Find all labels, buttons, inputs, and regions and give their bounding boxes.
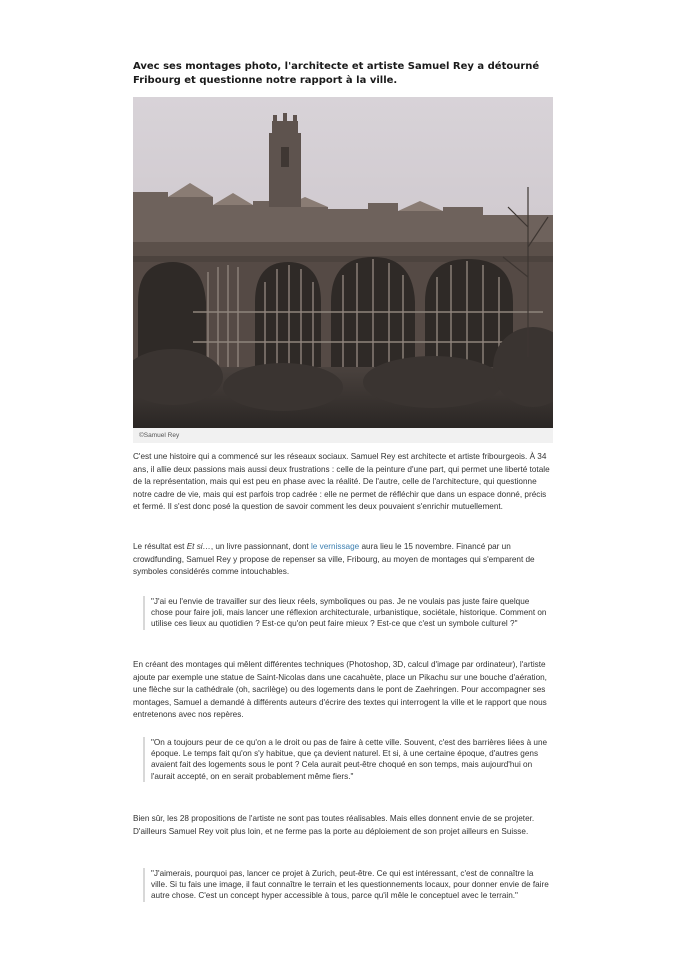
bridge-photo-illustration <box>133 97 553 428</box>
quote-zurich: "J'aimerais, pourquoi pas, lancer ce projet à Zurich, peut-être. Ce qui est intéressant, c'est de connaître la ville. Si tu fais une image, il faut connaître le terrain et les questionnements locaux, pour donner envie de faire autre chose. C'est un concept hyper accessible à tous, parce qu'il mêle le conceptuel avec le terrain." <box>143 868 551 902</box>
article-lede: Avec ses montages photo, l'architecte et artiste Samuel Rey a détourné Fribourg et questionne notre rapport à la ville. <box>133 61 540 86</box>
paragraph-montages: En créant des montages qui mêlent différentes techniques (Photoshop, 3D, calcul d'image par ordinateur), l'artiste ajoute par exemple une statue de Saint-Nicolas dans une cacahuète, place un Pikachu sur une bouche d'aération, une flèche sur la cathédrale (oh, sacrilège) ou des logements dans le pont de Zaehringen. Pour accompagner ses montages, Samuel a demandé à différents auteurs d'écrire des textes qui interrogent la ville et le rapport que nous entretenons avec nos repères. <box>133 660 547 720</box>
quote-places: "J'ai eu l'envie de travailler sur des lieux réels, symboliques ou pas. Je ne voulais pas juste faire quelque chose pour faire joli, mais lancer une réflexion architecturale, urbanistique, sociétale, historique. Comment on utilise ces lieux au quotidien ? Est-ce qu'on peut faire mieux ? Est-ce que c'est un symbole culturel ?" <box>143 596 551 630</box>
vernissage-link[interactable]: le vernissage <box>310 542 360 551</box>
paragraph-book-text-1: Le résultat est <box>133 542 187 551</box>
image-caption: ©Samuel Rey <box>133 428 553 443</box>
quote-fear: "On a toujours peur de ce qu'on a le droit ou pas de faire à cette ville. Souvent, c'est des barrières liées à une époque. Le temps fait qu'on s'y habitue, que ça devient naturel. Et si, à une certaine époque, d'autres gens avaient fait des logements sous le pont ? Cela aurait peut-être choqué en son temps, mais aujourd'hui on l'aurait accepté, on en serait probablement même fiers." <box>143 737 551 782</box>
paragraph-book-text-3: aura lieu le 15 novembre. Financé par un crowdfunding, Samuel Rey y propose de repenser sa ville, Fribourg, au moyen de montages qui s'emparent de symboles considérés comme intouchables. <box>133 542 535 577</box>
book-title: Et si… <box>186 542 211 551</box>
article-photo <box>133 97 553 428</box>
paragraph-book <box>133 541 554 579</box>
paragraph-book-text-2: , un livre passionnant, dont <box>210 542 311 551</box>
paragraph-projects: Bien sûr, les 28 propositions de l'artiste ne sont pas toutes réalisables. Mais elles donnent envie de se projeter. D'ailleurs Samuel Rey voit plus loin, et ne ferme pas la porte au déploiement de son projet ailleurs en Suisse. <box>133 814 535 836</box>
paragraph-intro: C'est une histoire qui a commencé sur les réseaux sociaux. Samuel Rey est architecte et artiste fribourgeois. À 34 ans, il allie deux passions mais aussi deux frustrations : celle de la peinture d'une part, qui permet une liberté totale de la représentation, mais qui est peu en phase avec la réalité. De l'autre, celle de l'architecture, qui questionne notre cadre de vie, mais qui est parfois trop cadrée : elle ne permet de réfléchir que dans un espace donné, précis et fermé. Il s'est donc posé la question de savoir comment les deux pouvaient s'enrichir mutuellement. <box>133 452 550 512</box>
